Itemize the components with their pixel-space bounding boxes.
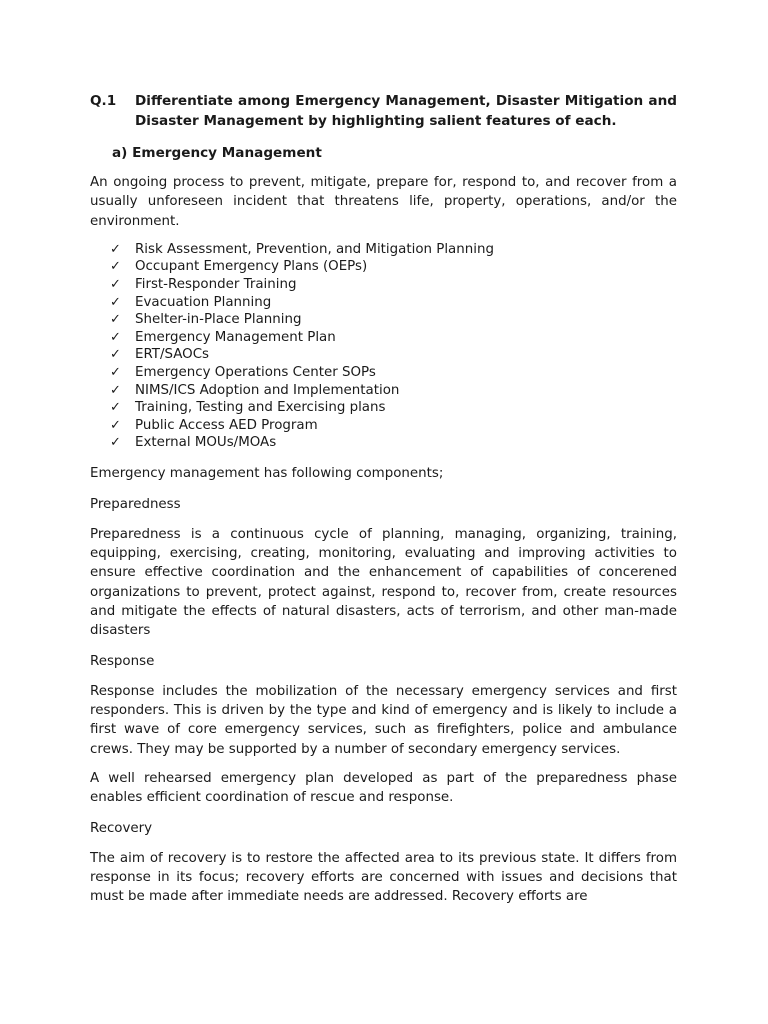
document-page xyxy=(90,91,677,907)
response-paragraph-2: A well rehearsed emergency plan developed as part of the preparedness phase enables efficient coordination of rescue and response. xyxy=(90,770,677,806)
checkmark-icon: ✓ xyxy=(110,312,121,328)
list-item-text: Emergency Operations Center SOPs xyxy=(135,365,376,381)
checkmark-icon: ✓ xyxy=(110,294,121,310)
question-text: Differentiate among Emergency Management, Disaster Mitigation and Disaster Management by highlighting salient features of each. xyxy=(135,93,677,129)
checkmark-icon: ✓ xyxy=(110,365,121,381)
preparedness-paragraph: Preparedness is a continuous cycle of planning, managing, organizing, training, equipping, exercising, creating, monitoring, evaluating and improving activities to ensure effective coordination and the enhancement of capabilities of concerened organizations to prevent, protect against, respond to, recover from, create resources and mitigate the effects of natural disasters, acts of terrorism, and other man-made disasters xyxy=(90,526,677,639)
list-item xyxy=(110,311,677,329)
list-item xyxy=(110,417,677,435)
preparedness-label: Preparedness xyxy=(90,497,181,513)
checkmark-icon: ✓ xyxy=(110,277,121,293)
checkmark-icon: ✓ xyxy=(110,241,121,257)
checkmark-icon: ✓ xyxy=(110,329,121,345)
section-heading-emergency-management: a) Emergency Management xyxy=(112,145,322,161)
components-intro: Emergency management has following components; xyxy=(90,466,444,482)
list-item-text: Public Access AED Program xyxy=(135,417,318,433)
checkmark-icon: ✓ xyxy=(110,435,121,451)
intro-paragraph: An ongoing process to prevent, mitigate, prepare for, respond to, and recover from a usually unforeseen incident that threatens life, property, operations, and/or the environment. xyxy=(90,175,677,229)
checkmark-icon: ✓ xyxy=(110,417,121,433)
list-item xyxy=(110,294,677,312)
question-heading xyxy=(90,91,677,131)
checkmark-icon: ✓ xyxy=(110,347,121,363)
list-item xyxy=(110,346,677,364)
list-item-text: ERT/SAOCs xyxy=(135,347,210,363)
list-item xyxy=(110,364,677,382)
list-item-text: Evacuation Planning xyxy=(135,294,272,310)
list-item xyxy=(110,276,677,294)
list-item-text: NIMS/ICS Adoption and Implementation xyxy=(135,382,400,398)
list-item xyxy=(110,258,677,276)
list-item xyxy=(110,241,677,259)
response-paragraph: Response includes the mobilization of the necessary emergency services and first responders. This is driven by the type and kind of emergency and is likely to include a first wave of core emergency services, such as firefighters, police and ambulance crews. They may be supported by a number of secondary emergency services. xyxy=(90,683,677,757)
list-item-text: Shelter-in-Place Planning xyxy=(135,312,302,328)
list-item-text: External MOUs/MOAs xyxy=(135,435,277,451)
recovery-label: Recovery xyxy=(90,821,153,837)
question-number: Q.1 xyxy=(90,93,117,109)
list-item-text: Occupant Emergency Plans (OEPs) xyxy=(135,259,368,275)
checkmark-icon: ✓ xyxy=(110,259,121,275)
list-item-text: Risk Assessment, Prevention, and Mitigation Planning xyxy=(135,241,494,257)
list-item xyxy=(110,329,677,347)
list-item-text: Emergency Management Plan xyxy=(135,329,336,345)
list-item xyxy=(110,399,677,417)
list-item-text: Training, Testing and Exercising plans xyxy=(135,400,386,416)
response-label: Response xyxy=(90,654,155,670)
checkmark-icon: ✓ xyxy=(110,400,121,416)
list-item-text: First-Responder Training xyxy=(135,277,297,293)
checklist xyxy=(110,241,677,452)
list-item xyxy=(110,434,677,452)
list-item xyxy=(110,382,677,400)
checkmark-icon: ✓ xyxy=(110,382,121,398)
recovery-paragraph: The aim of recovery is to restore the affected area to its previous state. It differs from response in its focus; recovery efforts are concerned with issues and decisions that must be made after immediate needs are addressed. Recovery efforts are xyxy=(90,850,677,905)
